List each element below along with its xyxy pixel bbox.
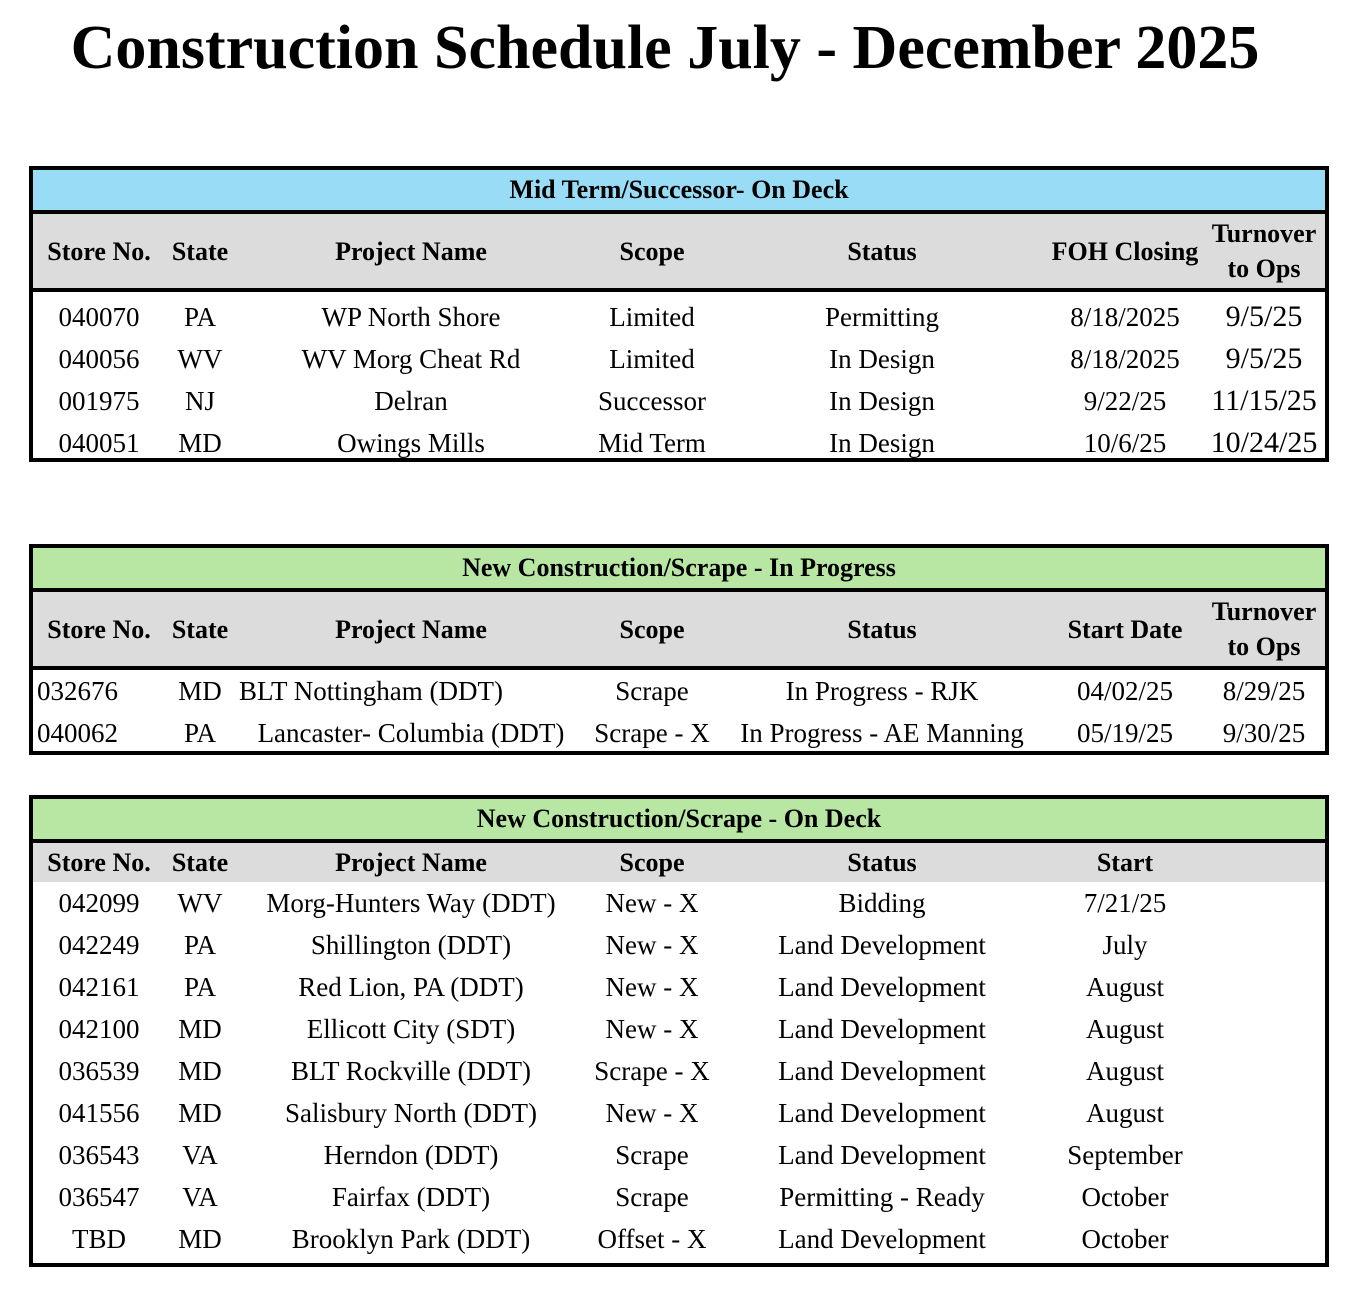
col-header-status: Status bbox=[717, 214, 1047, 290]
scope-cell: Limited bbox=[609, 343, 695, 374]
section-title: Mid Term/Successor- On Deck bbox=[33, 170, 1325, 214]
col-header-scope: Scope bbox=[587, 843, 717, 882]
store-no-cell: TBD bbox=[72, 1223, 126, 1254]
turnover-cell: 9/30/25 bbox=[1222, 717, 1306, 748]
store-no-cell: 042249 bbox=[58, 929, 140, 960]
table-row bbox=[33, 924, 1325, 966]
start-cell: October bbox=[1081, 1223, 1169, 1254]
section-title: New Construction/Scrape - In Progress bbox=[33, 548, 1325, 592]
status-cell: In Design bbox=[829, 343, 935, 374]
state-cell: PA bbox=[183, 717, 217, 748]
start-date-cell: 04/02/25 bbox=[1076, 675, 1173, 706]
scope-cell: New - X bbox=[605, 887, 699, 918]
state-cell: MD bbox=[178, 1223, 222, 1254]
table-row bbox=[33, 712, 1325, 754]
state-cell: PA bbox=[183, 929, 217, 960]
start-cell: August bbox=[1085, 1055, 1164, 1086]
col-header-state: State bbox=[165, 214, 235, 290]
project-name-cell: Lancaster- Columbia (DDT) bbox=[257, 717, 565, 748]
col-header-store-no: Store No. bbox=[33, 214, 165, 290]
col-header-scope: Scope bbox=[587, 214, 717, 290]
table-row bbox=[33, 1008, 1325, 1050]
start-date-cell: 05/19/25 bbox=[1076, 717, 1173, 748]
turnover-cell: 11/15/25 bbox=[1211, 384, 1317, 417]
table-row bbox=[33, 966, 1325, 1008]
turnover-line-1: Turnover bbox=[1211, 597, 1317, 626]
project-name-cell: WV Morg Cheat Rd bbox=[301, 343, 521, 374]
project-name-cell: Delran bbox=[374, 385, 448, 416]
table-row bbox=[33, 1092, 1325, 1134]
table-row bbox=[33, 1134, 1325, 1176]
turnover-line-2: to Ops bbox=[1227, 254, 1301, 283]
state-cell: WV bbox=[177, 343, 223, 374]
empty-cell bbox=[1203, 1008, 1325, 1050]
status-cell: Land Development bbox=[778, 971, 986, 1002]
start-cell: August bbox=[1085, 1013, 1164, 1044]
state-cell: MD bbox=[178, 1055, 222, 1086]
table-row bbox=[33, 1218, 1325, 1260]
project-name-cell: Shillington (DDT) bbox=[310, 929, 512, 960]
section-midterm-successor bbox=[29, 166, 1329, 462]
schedule-table bbox=[33, 592, 1325, 754]
project-name-cell: Salisbury North (DDT) bbox=[285, 1097, 537, 1128]
foh-closing-cell: 9/22/25 bbox=[1083, 385, 1167, 416]
start-cell: August bbox=[1085, 1097, 1164, 1128]
store-no-cell: 040051 bbox=[58, 427, 140, 458]
store-no-cell: 042161 bbox=[58, 971, 140, 1002]
col-header-project-name: Project Name bbox=[235, 214, 587, 290]
scope-cell: Scrape bbox=[615, 1139, 689, 1170]
state-cell: MD bbox=[178, 675, 222, 706]
status-cell: In Design bbox=[829, 427, 935, 458]
col-header-foh-closing: FOH Closing bbox=[1047, 214, 1203, 290]
store-no-cell: 036543 bbox=[58, 1139, 140, 1170]
turnover-line-1: Turnover bbox=[1211, 219, 1317, 248]
state-cell: MD bbox=[178, 1097, 222, 1128]
project-name-cell: BLT Rockville (DDT) bbox=[291, 1055, 531, 1086]
status-cell: Land Development bbox=[778, 1097, 986, 1128]
scope-cell: New - X bbox=[605, 1013, 699, 1044]
scope-cell: New - X bbox=[605, 1097, 699, 1128]
start-cell: 7/21/25 bbox=[1083, 887, 1167, 918]
empty-cell bbox=[1203, 1134, 1325, 1176]
start-cell: July bbox=[1102, 929, 1148, 960]
project-name-cell: Red Lion, PA (DDT) bbox=[298, 971, 524, 1002]
schedule-table bbox=[33, 214, 1325, 464]
empty-cell bbox=[1203, 966, 1325, 1008]
scope-cell: Successor bbox=[598, 385, 706, 416]
col-header-turnover bbox=[1203, 592, 1325, 668]
status-cell: In Progress - AE Manning bbox=[740, 717, 1024, 748]
state-cell: PA bbox=[183, 971, 217, 1002]
store-no-cell: 036539 bbox=[58, 1055, 140, 1086]
col-header-state: State bbox=[165, 592, 235, 668]
table-row bbox=[33, 1050, 1325, 1092]
col-header-status: Status bbox=[717, 592, 1047, 668]
state-cell: MD bbox=[178, 1013, 222, 1044]
section-new-construction-in-progress bbox=[29, 544, 1329, 755]
start-cell: September bbox=[1067, 1139, 1183, 1170]
scope-cell: Mid Term bbox=[598, 427, 706, 458]
col-header-store-no: Store No. bbox=[33, 592, 165, 668]
col-header-start-date: Start Date bbox=[1047, 592, 1203, 668]
table-row bbox=[33, 882, 1325, 924]
turnover-cell: 9/5/25 bbox=[1225, 300, 1303, 333]
section-new-construction-on-deck bbox=[29, 795, 1329, 1267]
col-header-state: State bbox=[165, 843, 235, 882]
status-cell: Permitting bbox=[825, 301, 939, 332]
status-cell: Land Development bbox=[778, 929, 986, 960]
store-no-cell: 036547 bbox=[58, 1181, 140, 1212]
table-row bbox=[33, 668, 1325, 712]
scope-cell: New - X bbox=[605, 971, 699, 1002]
status-cell: Land Development bbox=[778, 1223, 986, 1254]
col-header-store-no: Store No. bbox=[33, 843, 165, 882]
project-name-cell: WP North Shore bbox=[321, 301, 501, 332]
document-title: Construction Schedule July - December 2025 bbox=[70, 14, 1260, 82]
project-name-cell: Fairfax (DDT) bbox=[331, 1181, 491, 1212]
start-cell: October bbox=[1081, 1181, 1169, 1212]
foh-closing-cell: 8/18/2025 bbox=[1070, 343, 1180, 374]
scope-cell: New - X bbox=[605, 929, 699, 960]
foh-closing-cell: 8/18/2025 bbox=[1070, 301, 1180, 332]
start-cell: August bbox=[1085, 971, 1164, 1002]
status-cell: Permitting - Ready bbox=[779, 1181, 985, 1212]
project-name-cell: BLT Nottingham (DDT) bbox=[239, 675, 503, 706]
empty-cell bbox=[1203, 1218, 1325, 1260]
empty-cell bbox=[1203, 1092, 1325, 1134]
state-cell: PA bbox=[183, 301, 217, 332]
scope-cell: Scrape - X bbox=[594, 1055, 710, 1086]
turnover-cell: 9/5/25 bbox=[1225, 342, 1303, 375]
col-header-status: Status bbox=[717, 843, 1047, 882]
turnover-cell: 8/29/25 bbox=[1222, 675, 1306, 706]
store-no-cell: 040070 bbox=[58, 301, 140, 332]
state-cell: VA bbox=[182, 1181, 218, 1212]
foh-closing-cell: 10/6/25 bbox=[1083, 427, 1167, 458]
store-no-cell: 041556 bbox=[58, 1097, 140, 1128]
header-row bbox=[33, 843, 1325, 882]
col-header-project-name: Project Name bbox=[235, 592, 587, 668]
status-cell: Bidding bbox=[838, 887, 926, 918]
empty-cell bbox=[1203, 924, 1325, 966]
store-no-cell: 040056 bbox=[58, 343, 140, 374]
col-header-empty bbox=[1203, 843, 1325, 882]
turnover-cell: 10/24/25 bbox=[1210, 426, 1318, 459]
scope-cell: Scrape - X bbox=[594, 717, 710, 748]
table-row bbox=[33, 290, 1325, 338]
scope-cell: Offset - X bbox=[597, 1223, 707, 1254]
section-title: New Construction/Scrape - On Deck bbox=[33, 799, 1325, 843]
project-name-cell: Owings Mills bbox=[337, 427, 485, 458]
col-header-scope: Scope bbox=[587, 592, 717, 668]
scope-cell: Scrape bbox=[615, 1181, 689, 1212]
header-row bbox=[33, 214, 1325, 290]
project-name-cell: Ellicott City (SDT) bbox=[306, 1013, 516, 1044]
scope-cell: Limited bbox=[609, 301, 695, 332]
status-cell: In Design bbox=[829, 385, 935, 416]
col-header-project-name: Project Name bbox=[235, 843, 587, 882]
project-name-cell: Morg-Hunters Way (DDT) bbox=[266, 887, 556, 918]
store-no-cell: 001975 bbox=[58, 385, 140, 416]
project-name-cell: Herndon (DDT) bbox=[323, 1139, 499, 1170]
empty-cell bbox=[1203, 1176, 1325, 1218]
state-cell: NJ bbox=[184, 385, 215, 416]
state-cell: WV bbox=[177, 887, 223, 918]
schedule-table bbox=[33, 843, 1325, 1260]
header-row bbox=[33, 592, 1325, 668]
turnover-line-2: to Ops bbox=[1227, 632, 1301, 661]
status-cell: Land Development bbox=[778, 1139, 986, 1170]
state-cell: VA bbox=[182, 1139, 218, 1170]
col-header-turnover bbox=[1203, 214, 1325, 290]
table-row bbox=[33, 1176, 1325, 1218]
store-no-cell: 032676 bbox=[37, 675, 118, 706]
state-cell: MD bbox=[178, 427, 222, 458]
col-header-start: Start bbox=[1047, 843, 1203, 882]
empty-cell bbox=[1203, 1050, 1325, 1092]
status-cell: Land Development bbox=[778, 1013, 986, 1044]
scope-cell: Scrape bbox=[615, 675, 689, 706]
store-no-cell: 042099 bbox=[58, 887, 140, 918]
store-no-cell: 040062 bbox=[37, 717, 118, 748]
status-cell: Land Development bbox=[778, 1055, 986, 1086]
table-row bbox=[33, 422, 1325, 464]
table-row bbox=[33, 380, 1325, 422]
project-name-cell: Brooklyn Park (DDT) bbox=[291, 1223, 531, 1254]
table-row bbox=[33, 338, 1325, 380]
status-cell: In Progress - RJK bbox=[785, 675, 979, 706]
empty-cell bbox=[1203, 882, 1325, 924]
store-no-cell: 042100 bbox=[58, 1013, 140, 1044]
